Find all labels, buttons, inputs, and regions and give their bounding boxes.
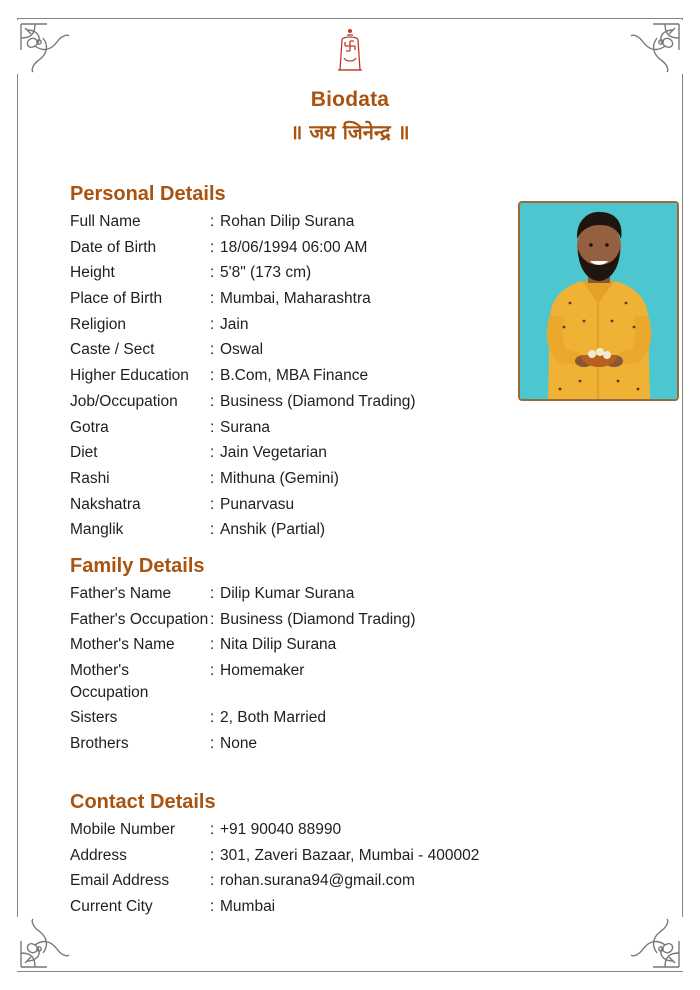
- detail-row: [70, 733, 510, 755]
- detail-value: Anshik (Partial): [220, 521, 326, 539]
- detail-label: Diet: [70, 444, 98, 462]
- detail-value: +91 90040 88990: [220, 821, 342, 838]
- detail-label: Sisters: [70, 709, 118, 727]
- detail-row: [70, 660, 510, 703]
- detail-row: [70, 468, 510, 490]
- detail-row: [70, 609, 510, 631]
- family-details-list: [70, 583, 510, 759]
- detail-colon: :: [210, 418, 215, 436]
- detail-label: Place of Birth: [70, 290, 163, 308]
- detail-value: 5'8" (173 cm): [220, 264, 312, 282]
- detail-value: Nita Dilip Surana: [220, 636, 337, 654]
- jain-emblem-icon: [332, 26, 368, 82]
- portrait-image: [520, 203, 677, 399]
- detail-colon: :: [210, 341, 215, 359]
- contact-details-list: [70, 819, 510, 922]
- section-title-family: Family Details: [70, 555, 205, 577]
- detail-value: Mumbai: [220, 898, 276, 916]
- detail-colon: :: [210, 315, 215, 333]
- detail-value: 301, Zaveri Bazaar, Mumbai - 400002: [220, 846, 480, 864]
- detail-value: Jain Vegetarian: [220, 444, 327, 462]
- detail-label: Mother's Name: [70, 636, 175, 654]
- detail-row: [70, 442, 510, 464]
- detail-label: Brothers: [70, 734, 129, 752]
- detail-label: Address: [70, 846, 127, 864]
- detail-row: [70, 707, 510, 729]
- personal-details-list: [70, 211, 510, 545]
- detail-label: Rashi: [70, 469, 110, 487]
- detail-label: Gotra: [70, 418, 109, 436]
- detail-colon: :: [210, 898, 215, 916]
- corner-ornament-icon: [17, 20, 71, 74]
- detail-label: Caste / Sect: [70, 341, 155, 359]
- detail-label: Full Name: [70, 213, 141, 230]
- detail-value: 18/06/1994 06:00 AM: [220, 238, 368, 256]
- detail-value: Jain: [220, 315, 249, 333]
- detail-label: Current City: [70, 898, 153, 916]
- detail-row: [70, 211, 510, 233]
- detail-label: Father's Occupation: [70, 610, 209, 628]
- detail-row: [70, 819, 510, 841]
- detail-row: [70, 870, 510, 892]
- detail-colon: :: [210, 846, 215, 864]
- detail-colon: :: [210, 636, 215, 654]
- detail-value: Mumbai, Maharashtra: [220, 290, 371, 308]
- detail-colon: :: [210, 662, 215, 680]
- detail-row: [70, 583, 510, 605]
- detail-label: Manglik: [70, 521, 124, 539]
- corner-ornament-icon: [17, 917, 71, 971]
- detail-row: [70, 391, 510, 413]
- detail-label: Height: [70, 264, 115, 282]
- detail-colon: :: [210, 213, 215, 230]
- detail-row: [70, 896, 510, 918]
- detail-colon: :: [210, 238, 215, 256]
- detail-value: Business (Diamond Trading): [220, 392, 416, 410]
- detail-colon: :: [210, 495, 215, 513]
- corner-ornament-icon: [629, 20, 683, 74]
- detail-colon: :: [210, 872, 215, 890]
- detail-row: [70, 339, 510, 361]
- detail-colon: :: [210, 444, 215, 462]
- section-title-personal: Personal Details: [70, 183, 226, 205]
- detail-colon: :: [210, 709, 215, 727]
- page-subtitle: ॥ जय जिनेन्द्र ॥: [290, 120, 410, 144]
- detail-value: Homemaker: [220, 662, 305, 680]
- corner-ornament-icon: [629, 917, 683, 971]
- detail-colon: :: [210, 821, 215, 838]
- detail-value: Business (Diamond Trading): [220, 610, 416, 628]
- detail-value: rohan.surana94@gmail.com: [220, 872, 415, 890]
- detail-value: Rohan Dilip Surana: [220, 213, 355, 230]
- profile-photo: [518, 201, 679, 401]
- page-title: Biodata: [310, 88, 390, 111]
- detail-colon: :: [210, 521, 215, 539]
- detail-value: B.Com, MBA Finance: [220, 367, 369, 385]
- detail-colon: :: [210, 610, 215, 628]
- detail-row: [70, 634, 510, 656]
- detail-colon: :: [210, 734, 215, 752]
- detail-colon: :: [210, 585, 215, 602]
- detail-value: Oswal: [220, 341, 264, 359]
- detail-row: [70, 237, 510, 259]
- detail-row: [70, 314, 510, 336]
- detail-label: Mobile Number: [70, 821, 176, 838]
- detail-label: Email Address: [70, 872, 170, 890]
- detail-value: 2, Both Married: [220, 709, 326, 727]
- detail-row: [70, 417, 510, 439]
- detail-colon: :: [210, 392, 215, 410]
- detail-label: Father's Name: [70, 585, 172, 602]
- detail-label: Nakshatra: [70, 495, 141, 513]
- detail-row: [70, 365, 510, 387]
- detail-colon: :: [210, 264, 215, 282]
- detail-row: [70, 519, 510, 541]
- detail-value: Dilip Kumar Surana: [220, 585, 355, 602]
- detail-row: [70, 262, 510, 284]
- detail-label: Mother's Occupation: [70, 662, 149, 701]
- detail-colon: :: [210, 367, 215, 385]
- detail-row: [70, 494, 510, 516]
- detail-colon: :: [210, 469, 215, 487]
- detail-label: Religion: [70, 315, 127, 333]
- detail-row: [70, 288, 510, 310]
- section-title-contact: Contact Details: [70, 791, 216, 813]
- detail-value: None: [220, 734, 258, 752]
- detail-label: Higher Education: [70, 367, 189, 385]
- detail-label: Job/Occupation: [70, 392, 178, 410]
- detail-row: [70, 845, 510, 867]
- detail-value: Punarvasu: [220, 495, 295, 513]
- detail-value: Mithuna (Gemini): [220, 469, 339, 487]
- detail-label: Date of Birth: [70, 238, 157, 256]
- detail-colon: :: [210, 290, 215, 308]
- detail-value: Surana: [220, 418, 270, 436]
